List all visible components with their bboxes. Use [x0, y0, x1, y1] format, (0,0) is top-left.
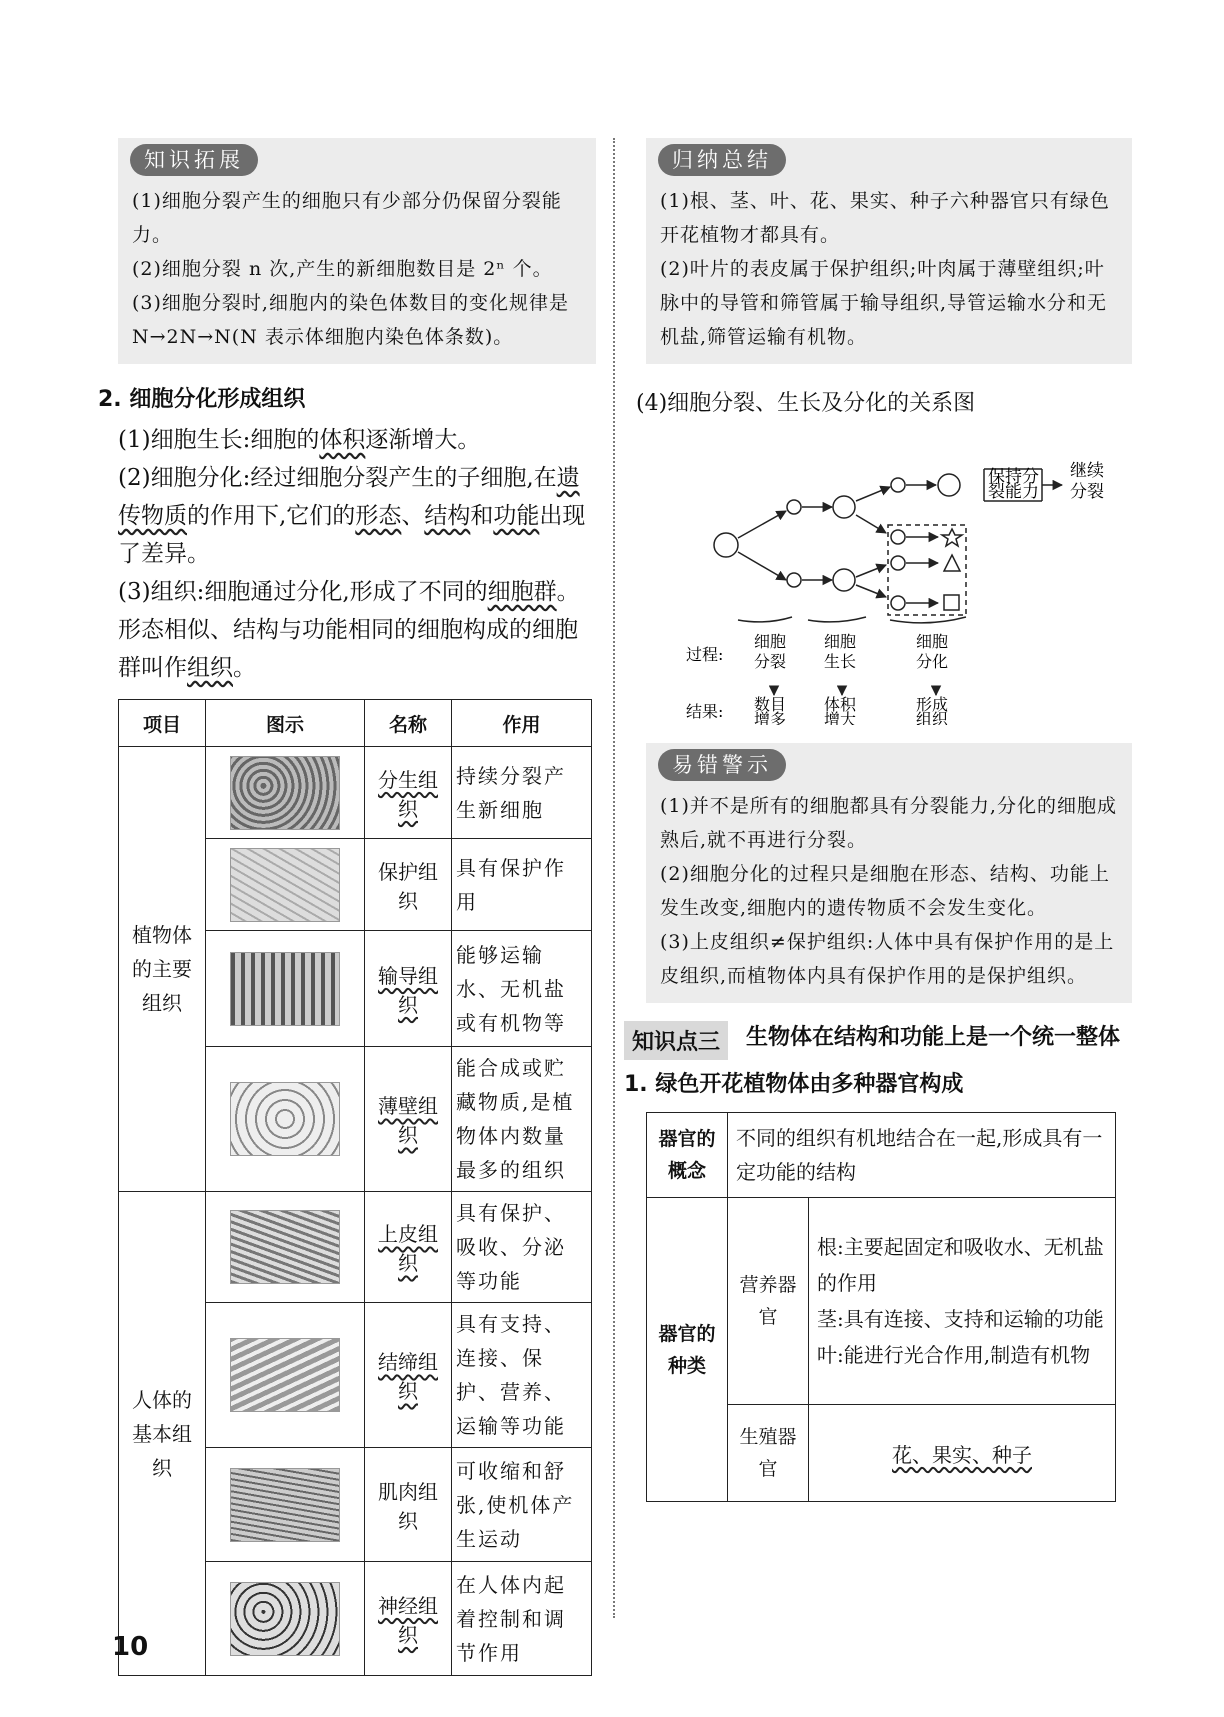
process-division: 细胞 [754, 632, 787, 651]
header-image: 图示 [206, 700, 365, 747]
table-row [647, 1198, 1116, 1405]
tissue-function: 具有保护、吸收、分泌等功能 [452, 1192, 592, 1303]
tissue-function: 能合成或贮藏物质,是植物体内数量最多的组织 [452, 1047, 592, 1192]
epithelial-image [230, 1210, 340, 1284]
table-row [119, 1192, 592, 1303]
image-cell [206, 1192, 365, 1303]
mother-cell [714, 533, 738, 557]
knowledge-point-3 [624, 1021, 1132, 1061]
mistake-line-3: (3)上皮组织≠保护组织:人体中具有保护作用的是上皮组织,而植物体内具有保护作用的是保护组织。 [660, 931, 1115, 987]
summary-box [646, 138, 1132, 364]
summary-line-2: (2)叶片的表皮属于保护组织;叶肉属于薄壁组织;叶脉中的导管和筛管属于输导组织,导管运输水分和无机盐,筛管运输有机物。 [660, 258, 1108, 348]
conducting-tissue-image [230, 952, 340, 1026]
connective-image [230, 1338, 340, 1412]
protective-tissue-image [230, 848, 340, 922]
header-item: 项目 [119, 700, 206, 747]
image-cell [206, 1562, 365, 1676]
concept-text: 不同的组织有机地结合在一起,形成具有一定功能的结构 [728, 1113, 1116, 1198]
keep-label-2: 裂能力 [988, 482, 1039, 502]
relation-diagram [646, 425, 1132, 725]
tissue-name: 结缔组织 [378, 1350, 438, 1403]
image-cell [206, 1303, 365, 1448]
kp3-subtitle: 1. 绿色开花植物体由多种器官构成 [624, 1072, 964, 1097]
expand-line-3: (3)细胞分裂时,细胞内的染色体数目的变化规律是 N→2N→N(N 表示体细胞内染色体条数)。 [132, 292, 569, 348]
muscle-image [230, 1468, 340, 1542]
column-divider [613, 138, 615, 1618]
header-name: 名称 [365, 700, 452, 747]
expand-line-1: (1)细胞分裂产生的细胞只有少部分仍保留分裂能力。 [132, 190, 562, 246]
mistake-line-2: (2)细胞分化的过程只是细胞在形态、结构、功能上发生改变,细胞内的遗传物质不会发生变化。 [660, 863, 1110, 919]
result-count-2: 增多 [754, 710, 787, 725]
table-row [647, 1113, 1116, 1198]
expand-tag: 知识拓展 [130, 144, 258, 176]
table-row [119, 747, 592, 839]
process-diff: 细胞 [916, 632, 949, 651]
parenchyma-image [230, 1082, 340, 1156]
mistake-line-1: (1)并不是所有的细胞都具有分裂能力,分化的细胞成熟后,就不再进行分裂。 [660, 795, 1117, 851]
mistake-tag: 易错警示 [658, 749, 786, 781]
result-volume-2: 增大 [824, 710, 857, 725]
tissue-para: (3)组织:细胞通过分化,形成了不同的细胞群。形态相似、结构与功能相同的细胞构成的细胞群叫作组织。 [118, 579, 580, 681]
tissue-name: 肌肉组织 [365, 1448, 452, 1562]
expand-line-2: (2)细胞分裂 n 次,产生的新细胞数目是 2ⁿ 个。 [132, 258, 553, 280]
result-label: 结果: [686, 702, 724, 721]
image-cell [206, 839, 365, 931]
left-column [98, 138, 596, 1676]
tissue-function: 具有保护作用 [452, 839, 592, 931]
meristem-image [230, 756, 340, 830]
continue-label-2: 分裂 [1070, 482, 1104, 502]
tissue-name: 神经组织 [378, 1593, 438, 1647]
tissue-function: 在人体内起着控制和调节作用 [452, 1562, 592, 1676]
kp3-tag: 知识点三 [624, 1021, 728, 1060]
keep-label-1: 保持分 [988, 467, 1039, 487]
kp3-title: 生物体在结构和功能上是一个统一整体 [746, 1025, 1121, 1050]
organ-table [646, 1112, 1116, 1502]
process-label: 过程: [686, 645, 724, 664]
result-volume: 体积 [824, 695, 857, 714]
reproductive-header: 生殖器官 [728, 1405, 809, 1502]
tissue-name: 输导组织 [378, 963, 438, 1017]
root-text: 根:主要起固定和吸收水、无机盐的作用 [817, 1235, 1104, 1295]
tissue-function: 可收缩和舒张,使机体产生运动 [452, 1448, 592, 1562]
image-cell [206, 931, 365, 1047]
tissue-function: 持续分裂产生新细胞 [452, 747, 592, 839]
process-growth-2: 生长 [824, 652, 857, 671]
right-column [624, 138, 1132, 1502]
process-growth: 细胞 [824, 632, 857, 651]
nerve-image [230, 1582, 340, 1656]
relation-title: (4)细胞分裂、生长及分化的关系图 [636, 391, 976, 416]
plant-label: 植物体的主要组织 [119, 747, 206, 1192]
continue-label-1: 继续 [1070, 461, 1104, 481]
table-header-row [119, 700, 592, 747]
result-count: 数目 [754, 695, 787, 714]
vegetative-organs [809, 1198, 1116, 1405]
image-cell [206, 1047, 365, 1192]
result-tissue-2: 组织 [916, 710, 949, 725]
tissue-table [118, 699, 592, 1676]
summary-line-1: (1)根、茎、叶、花、果实、种子六种器官只有绿色开花植物才都具有。 [660, 190, 1110, 246]
tissue-name: 保护组织 [365, 839, 452, 931]
tissue-function: 具有支持、连接、保护、营养、运输等功能 [452, 1303, 592, 1448]
expand-box [118, 138, 596, 364]
tissue-name: 分生组织 [378, 767, 438, 821]
tissue-name: 上皮组织 [378, 1222, 438, 1275]
kinds-header: 器官的种类 [647, 1198, 728, 1502]
page-number: 10 [112, 1632, 149, 1662]
vegetative-header: 营养器官 [728, 1198, 809, 1405]
tissue-function: 能够运输水、无机盐或有机物等 [452, 931, 592, 1047]
human-label: 人体的基本组织 [119, 1192, 206, 1676]
cell-growth-para: (1)细胞生长:细胞的体积逐渐增大。 [118, 427, 481, 453]
image-cell [206, 747, 365, 839]
stem-text: 茎:具有连接、支持和运输的功能 [817, 1307, 1104, 1331]
tissue-name: 薄壁组织 [378, 1094, 438, 1147]
reproductive-organs: 花、果实、种子 [809, 1405, 1116, 1502]
section-2-title: 2. 细胞分化形成组织 [98, 387, 306, 412]
cell-differentiation-para: (2)细胞分化:经过细胞分裂产生的子细胞,在遗传物质的作用下,它们的形态、结构和功能出现了差异。 [118, 465, 586, 567]
leaf-text: 叶:能进行光合作用,制造有机物 [817, 1343, 1091, 1367]
summary-tag: 归纳总结 [658, 144, 786, 176]
mistake-box [646, 743, 1132, 1003]
image-cell [206, 1448, 365, 1562]
result-tissue: 形成 [916, 695, 949, 714]
process-division-2: 分裂 [754, 652, 787, 671]
concept-header: 器官的概念 [647, 1113, 728, 1198]
header-function: 作用 [452, 700, 592, 747]
process-diff-2: 分化 [916, 652, 949, 671]
